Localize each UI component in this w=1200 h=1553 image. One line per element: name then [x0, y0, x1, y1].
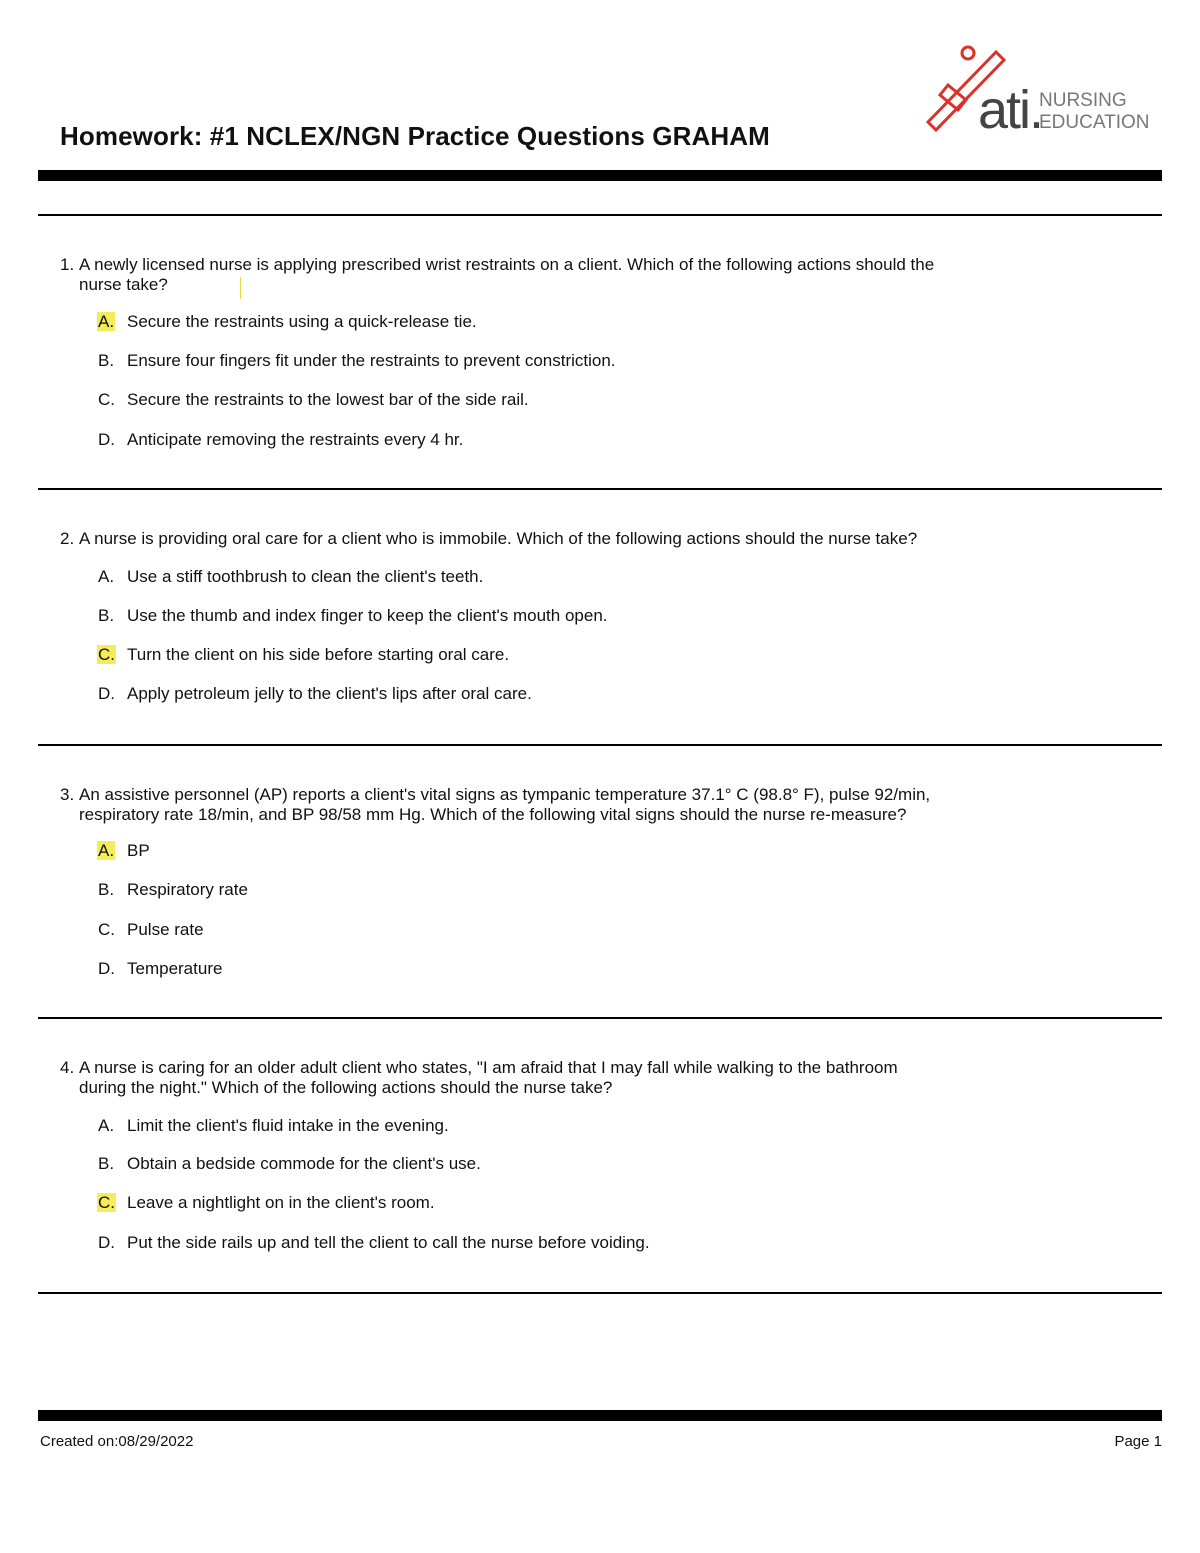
option-letter: A.	[98, 567, 115, 586]
section-divider	[38, 1017, 1162, 1019]
question-text	[79, 255, 1120, 295]
logo-line-education: EDUCATION	[1039, 112, 1150, 133]
section-divider	[38, 214, 1162, 216]
option-text: Pulse rate	[127, 920, 204, 939]
option-letter: B.	[98, 1154, 115, 1173]
option-text: Put the side rails up and tell the client to call the nurse before voiding.	[127, 1233, 650, 1252]
option-text: Anticipate removing the restraints every 4 hr.	[127, 430, 464, 449]
logo-wordmark: ati.	[978, 80, 1043, 140]
question-text-line: during the night." Which of the following actions should the nurse take?	[79, 1078, 613, 1097]
question-text-line: A nurse is caring for an older adult client who states, "I am afraid that I may fall while walking to the bathroom	[79, 1058, 898, 1077]
option-text: Secure the restraints using a quick-release tie.	[127, 312, 477, 331]
header-rule	[38, 170, 1162, 181]
answer-option-d[interactable]	[97, 958, 222, 980]
answer-option-b[interactable]	[97, 350, 616, 372]
question-2	[60, 529, 1120, 703]
question-stem	[60, 255, 1120, 295]
question-1	[60, 255, 1120, 449]
section-divider	[38, 1292, 1162, 1294]
question-text-line: An assistive personnel (AP) reports a client's vital signs as tympanic temperature 37.1° C (98.8° F), pulse 92/min,	[79, 785, 931, 804]
question-number: 1.	[60, 255, 75, 274]
option-letter: A.	[98, 312, 115, 331]
option-text: Use a stiff toothbrush to clean the client's teeth.	[127, 567, 484, 586]
option-letter: D.	[98, 430, 115, 449]
created-on-date: Created on:08/29/2022	[40, 1433, 194, 1450]
page-title: Homework: #1 NCLEX/NGN Practice Questions GRAHAM	[60, 121, 770, 151]
answer-option-b[interactable]	[97, 879, 248, 901]
option-text: Obtain a bedside commode for the client's use.	[127, 1154, 481, 1173]
option-text: Secure the restraints to the lowest bar of the side rail.	[127, 390, 529, 409]
option-text: Use the thumb and index finger to keep the client's mouth open.	[127, 606, 608, 625]
option-letter: D.	[98, 684, 115, 703]
option-text: Apply petroleum jelly to the client's lips after oral care.	[127, 684, 532, 703]
answer-option-d[interactable]	[97, 683, 532, 705]
answer-option-c[interactable]	[97, 1192, 435, 1214]
answer-option-a[interactable]	[97, 311, 477, 333]
answer-option-b[interactable]	[97, 605, 608, 627]
answer-option-c[interactable]	[97, 919, 204, 941]
question-number: 2.	[60, 529, 75, 548]
text-cursor-mark	[240, 277, 241, 299]
option-letter: D.	[98, 959, 115, 978]
question-text	[79, 529, 1120, 549]
page-number: Page 1	[1114, 1433, 1162, 1450]
answer-option-d[interactable]	[97, 1232, 650, 1254]
question-stem	[60, 785, 1120, 825]
answer-option-b[interactable]	[97, 1153, 481, 1175]
question-text-line: respiratory rate 18/min, and BP 98/58 mm Hg. Which of the following vital signs should the nurse re-measure?	[79, 805, 907, 824]
option-text: Ensure four fingers fit under the restraints to prevent constriction.	[127, 351, 616, 370]
question-stem	[60, 529, 1120, 549]
option-text: Temperature	[127, 959, 223, 978]
footer-rule	[38, 1410, 1162, 1421]
option-letter: A.	[98, 1116, 115, 1135]
option-letter: C.	[98, 1193, 115, 1212]
answer-option-a[interactable]	[97, 566, 483, 588]
option-letter: B.	[98, 351, 115, 370]
question-text-line: A nurse is providing oral care for a client who is immobile. Which of the following actions should the nurse take?	[79, 529, 918, 548]
option-text: Limit the client's fluid intake in the evening.	[127, 1116, 449, 1135]
answer-option-c[interactable]	[97, 389, 529, 411]
option-letter: D.	[98, 1233, 115, 1252]
option-letter: A.	[98, 841, 115, 860]
option-letter: C.	[98, 920, 115, 939]
option-letter: C.	[98, 645, 115, 664]
question-4	[60, 1058, 1120, 1252]
option-text: BP	[127, 841, 150, 860]
answer-option-d[interactable]	[97, 429, 463, 451]
section-divider	[38, 488, 1162, 490]
question-number: 3.	[60, 785, 75, 804]
option-letter: C.	[98, 390, 115, 409]
option-text: Turn the client on his side before starting oral care.	[127, 645, 510, 664]
option-text: Leave a nightlight on in the client's room.	[127, 1193, 435, 1212]
option-letter: B.	[98, 880, 115, 899]
answer-option-a[interactable]	[97, 840, 150, 862]
question-text	[79, 785, 1120, 825]
question-stem	[60, 1058, 1120, 1098]
question-text	[79, 1058, 1120, 1098]
option-letter: B.	[98, 606, 115, 625]
logo-line-nursing: NURSING	[1039, 90, 1127, 111]
question-text-line: nurse take?	[79, 275, 168, 294]
ati-nursing-education-logo	[918, 40, 1150, 140]
option-text: Respiratory rate	[127, 880, 248, 899]
section-divider	[38, 744, 1162, 746]
answer-option-a[interactable]	[97, 1115, 449, 1137]
question-number: 4.	[60, 1058, 75, 1077]
question-3	[60, 785, 1120, 978]
answer-option-c[interactable]	[97, 644, 509, 666]
question-text-line: A newly licensed nurse is applying prescribed wrist restraints on a client. Which of the following actions should the	[79, 255, 935, 274]
